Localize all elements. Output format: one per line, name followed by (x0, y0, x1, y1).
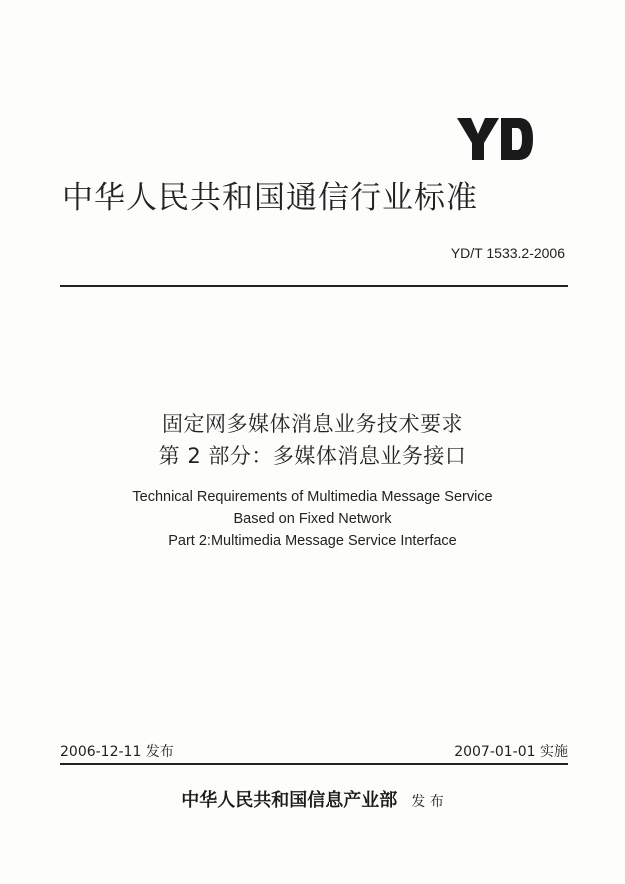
yd-logo-mark (455, 110, 535, 166)
date-row (60, 741, 568, 761)
title-cn-line-2: 第 2 部分：多媒体消息业务接口 (158, 444, 467, 468)
title-en-line-2: Based on Fixed Network (233, 511, 392, 527)
footer-divider (60, 763, 568, 765)
standard-category-title: 中华人民共和国通信行业标准 (62, 180, 478, 216)
title-cn-line-1: 固定网多媒体消息业务技术要求 (162, 412, 463, 436)
issue-date: 2006-12-11 发布 (60, 744, 174, 760)
publisher (0, 786, 625, 812)
title-en-line-3: Part 2:Multimedia Message Service Interface (168, 533, 457, 549)
header-divider (60, 285, 568, 287)
title-en-line-1: Technical Requirements of Multimedia Message Service (132, 489, 493, 505)
yd-logo (455, 110, 535, 166)
effective-date: 2007-01-01 实施 (454, 744, 568, 760)
publisher-name: 中华人民共和国信息产业部 (181, 790, 398, 811)
standard-number: YD/T 1533.2-2006 (450, 245, 565, 261)
publisher-note: 发 布 (411, 794, 444, 810)
document-titles (0, 408, 625, 552)
